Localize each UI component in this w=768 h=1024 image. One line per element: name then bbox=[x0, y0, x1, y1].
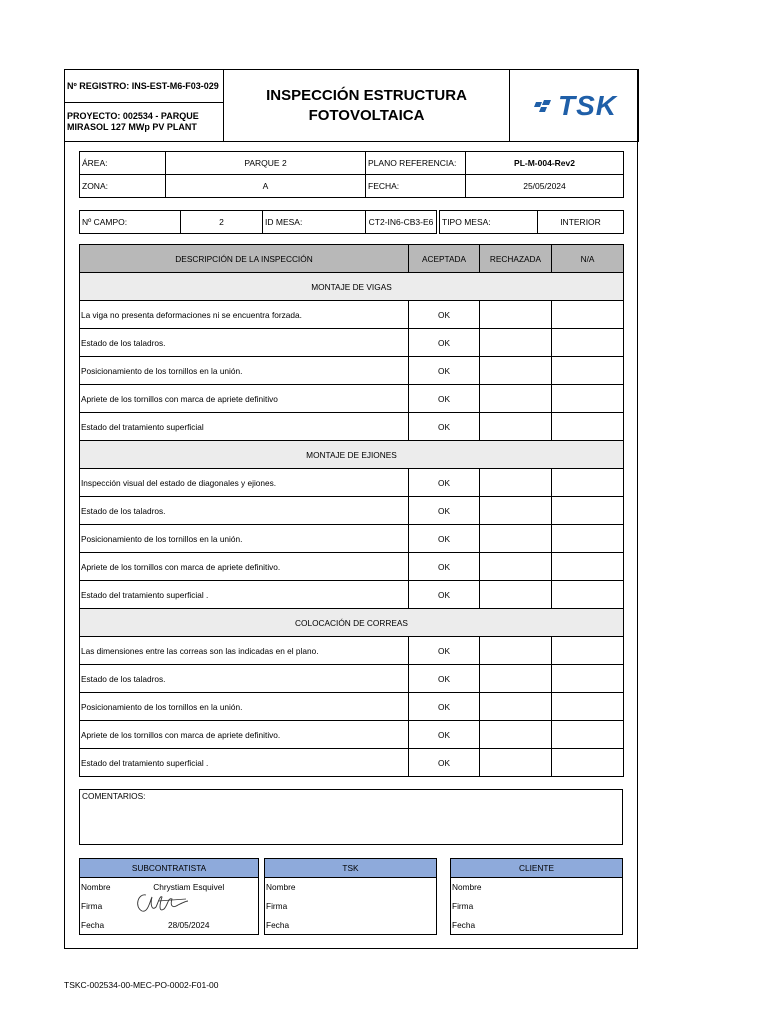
inspection-description: Apriete de los tornillos con marca de apriete definitivo. bbox=[80, 553, 409, 581]
tipomesa-label: TIPO MESA: bbox=[440, 211, 538, 234]
signature-block-title: SUBCONTRATISTA bbox=[80, 859, 259, 878]
na-cell[interactable] bbox=[552, 413, 624, 441]
section-row bbox=[80, 609, 624, 637]
rechazada-cell[interactable] bbox=[480, 413, 552, 441]
inspection-description: Estado del tratamiento superficial bbox=[80, 413, 409, 441]
inspection-row bbox=[80, 469, 624, 497]
inspection-description: Apriete de los tornillos con marca de apriete definitivo bbox=[80, 385, 409, 413]
inspection-description: Estado de los taladros. bbox=[80, 665, 409, 693]
rechazada-cell[interactable] bbox=[480, 385, 552, 413]
signature-firma-label: Firma bbox=[80, 897, 120, 916]
na-cell[interactable] bbox=[552, 301, 624, 329]
na-cell[interactable] bbox=[552, 749, 624, 777]
section-title: MONTAJE DE EJIONES bbox=[80, 441, 624, 469]
na-cell[interactable] bbox=[552, 357, 624, 385]
na-cell[interactable] bbox=[552, 665, 624, 693]
inspection-description: Estado del tratamiento superficial . bbox=[80, 749, 409, 777]
na-cell[interactable] bbox=[552, 469, 624, 497]
inspection-row bbox=[80, 553, 624, 581]
signature-block-tsk bbox=[264, 858, 437, 935]
form-header bbox=[64, 69, 639, 142]
inspection-row bbox=[80, 721, 624, 749]
signature-fecha-label: Fecha bbox=[451, 916, 491, 935]
registro-number: Nº REGISTRO: INS-EST-M6-F03-029 bbox=[65, 70, 224, 103]
inspection-row bbox=[80, 357, 624, 385]
rechazada-cell[interactable] bbox=[480, 469, 552, 497]
aceptada-cell[interactable]: OK bbox=[409, 301, 480, 329]
inspection-description: Posicionamiento de los tornillos en la unión. bbox=[80, 693, 409, 721]
mesa-info-table bbox=[79, 210, 624, 234]
fecha-label: FECHA: bbox=[366, 175, 466, 198]
aceptada-cell[interactable]: OK bbox=[409, 581, 480, 609]
rechazada-cell[interactable] bbox=[480, 553, 552, 581]
signature-nombre-label: Nombre bbox=[80, 878, 120, 897]
rechazada-cell[interactable] bbox=[480, 525, 552, 553]
rechazada-cell[interactable] bbox=[480, 721, 552, 749]
rechazada-cell[interactable] bbox=[480, 497, 552, 525]
na-cell[interactable] bbox=[552, 329, 624, 357]
aceptada-cell[interactable]: OK bbox=[409, 385, 480, 413]
inspection-description: Estado de los taladros. bbox=[80, 329, 409, 357]
inspection-row bbox=[80, 665, 624, 693]
aceptada-cell[interactable]: OK bbox=[409, 553, 480, 581]
inspection-description: La viga no presenta deformaciones ni se encuentra forzada. bbox=[80, 301, 409, 329]
na-cell[interactable] bbox=[552, 385, 624, 413]
document-code: TSKC-002534-00-MEC-PO-0002-F01-00 bbox=[64, 980, 219, 990]
section-row bbox=[80, 273, 624, 301]
signature-firma-label: Firma bbox=[265, 897, 305, 916]
rechazada-cell[interactable] bbox=[480, 581, 552, 609]
aceptada-cell[interactable]: OK bbox=[409, 693, 480, 721]
rechazada-cell[interactable] bbox=[480, 693, 552, 721]
form-title-line2: FOTOVOLTAICA bbox=[308, 106, 425, 124]
signature-block-title: TSK bbox=[265, 859, 437, 878]
inspection-row bbox=[80, 497, 624, 525]
header-na: N/A bbox=[552, 245, 624, 273]
area-value: PARQUE 2 bbox=[166, 152, 366, 175]
inspection-row bbox=[80, 525, 624, 553]
header-aceptada: ACEPTADA bbox=[409, 245, 480, 273]
rechazada-cell[interactable] bbox=[480, 301, 552, 329]
plano-label: PLANO REFERENCIA: bbox=[366, 152, 466, 175]
section-title: MONTAJE DE VIGAS bbox=[80, 273, 624, 301]
idmesa-label: ID MESA: bbox=[263, 211, 366, 234]
inspection-row bbox=[80, 581, 624, 609]
campo-value: 2 bbox=[181, 211, 263, 234]
signature-firma-field[interactable] bbox=[491, 897, 623, 916]
rechazada-cell[interactable] bbox=[480, 637, 552, 665]
na-cell[interactable] bbox=[552, 721, 624, 749]
signature-nombre-label: Nombre bbox=[265, 878, 305, 897]
inspection-row bbox=[80, 637, 624, 665]
aceptada-cell[interactable]: OK bbox=[409, 469, 480, 497]
plano-value: PL-M-004-Rev2 bbox=[466, 152, 624, 175]
inspection-row bbox=[80, 413, 624, 441]
logo-cell bbox=[510, 70, 639, 142]
inspection-description: Posicionamiento de los tornillos en la unión. bbox=[80, 525, 409, 553]
aceptada-cell[interactable]: OK bbox=[409, 721, 480, 749]
inspection-row bbox=[80, 385, 624, 413]
form-title bbox=[224, 70, 510, 142]
signature-fecha-value[interactable]: 28/05/2024 bbox=[120, 916, 259, 935]
na-cell[interactable] bbox=[552, 553, 624, 581]
aceptada-cell[interactable]: OK bbox=[409, 749, 480, 777]
signature-nombre-value[interactable] bbox=[305, 878, 437, 897]
tsk-logo-text: TSK bbox=[558, 89, 617, 121]
zona-value: A bbox=[166, 175, 366, 198]
header-descripcion: DESCRIPCIÓN DE LA INSPECCIÓN bbox=[80, 245, 409, 273]
signature-firma-field[interactable] bbox=[305, 897, 437, 916]
tsk-logo-mark-icon bbox=[531, 96, 555, 116]
signature-firma-label: Firma bbox=[451, 897, 491, 916]
tsk-logo bbox=[531, 90, 617, 122]
idmesa-value: CT2-IN6-CB3-E6 bbox=[366, 211, 437, 234]
inspection-row bbox=[80, 301, 624, 329]
proyecto-name: PROYECTO: 002534 - PARQUE MIRASOL 127 MWp PV PLANT bbox=[65, 103, 224, 142]
signature-fecha-value[interactable] bbox=[305, 916, 437, 935]
header-rechazada: RECHAZADA bbox=[480, 245, 552, 273]
fecha-value: 25/05/2024 bbox=[466, 175, 624, 198]
inspection-description: Estado de los taladros. bbox=[80, 497, 409, 525]
rechazada-cell[interactable] bbox=[480, 749, 552, 777]
form-title-line1: INSPECCIÓN ESTRUCTURA bbox=[266, 86, 467, 104]
signature-nombre-label: Nombre bbox=[451, 878, 491, 897]
campo-label: Nº CAMPO: bbox=[80, 211, 181, 234]
inspection-row bbox=[80, 693, 624, 721]
signature-block-title: CLIENTE bbox=[451, 859, 623, 878]
inspection-row bbox=[80, 749, 624, 777]
aceptada-cell[interactable]: OK bbox=[409, 665, 480, 693]
inspection-description: Estado del tratamiento superficial . bbox=[80, 581, 409, 609]
signature-block-subcontratista bbox=[79, 858, 259, 935]
aceptada-cell[interactable]: OK bbox=[409, 357, 480, 385]
inspection-description: Las dimensiones entre las correas son las indicadas en el plano. bbox=[80, 637, 409, 665]
signature-fecha-label: Fecha bbox=[80, 916, 120, 935]
inspection-header-row bbox=[80, 245, 624, 273]
na-cell[interactable] bbox=[552, 497, 624, 525]
inspection-row bbox=[80, 329, 624, 357]
comments-label: COMENTARIOS: bbox=[82, 791, 146, 801]
info-table bbox=[79, 151, 624, 198]
aceptada-cell[interactable]: OK bbox=[409, 497, 480, 525]
na-cell[interactable] bbox=[552, 637, 624, 665]
rechazada-cell[interactable] bbox=[480, 357, 552, 385]
inspection-description: Inspección visual del estado de diagonales y ejiones. bbox=[80, 469, 409, 497]
inspection-description: Apriete de los tornillos con marca de apriete definitivo. bbox=[80, 721, 409, 749]
signature-nombre-value[interactable]: Chrystiam Esquivel bbox=[120, 878, 259, 897]
zona-label: ZONA: bbox=[80, 175, 166, 198]
signature-fecha-value[interactable] bbox=[491, 916, 623, 935]
inspection-description: Posicionamiento de los tornillos en la unión. bbox=[80, 357, 409, 385]
aceptada-cell[interactable]: OK bbox=[409, 413, 480, 441]
rechazada-cell[interactable] bbox=[480, 329, 552, 357]
aceptada-cell[interactable]: OK bbox=[409, 525, 480, 553]
aceptada-cell[interactable]: OK bbox=[409, 329, 480, 357]
signature-fecha-label: Fecha bbox=[265, 916, 305, 935]
comments-box[interactable] bbox=[79, 789, 623, 845]
section-row bbox=[80, 441, 624, 469]
rechazada-cell[interactable] bbox=[480, 665, 552, 693]
area-label: ÁREA: bbox=[80, 152, 166, 175]
na-cell[interactable] bbox=[552, 525, 624, 553]
na-cell[interactable] bbox=[552, 693, 624, 721]
signature-nombre-value[interactable] bbox=[491, 878, 623, 897]
tipomesa-value: INTERIOR bbox=[538, 211, 624, 234]
aceptada-cell[interactable]: OK bbox=[409, 637, 480, 665]
signature-block-cliente bbox=[450, 858, 623, 935]
na-cell[interactable] bbox=[552, 581, 624, 609]
signature-firma-field[interactable] bbox=[120, 897, 259, 916]
inspection-table bbox=[79, 244, 624, 777]
section-title: COLOCACIÓN DE CORREAS bbox=[80, 609, 624, 637]
